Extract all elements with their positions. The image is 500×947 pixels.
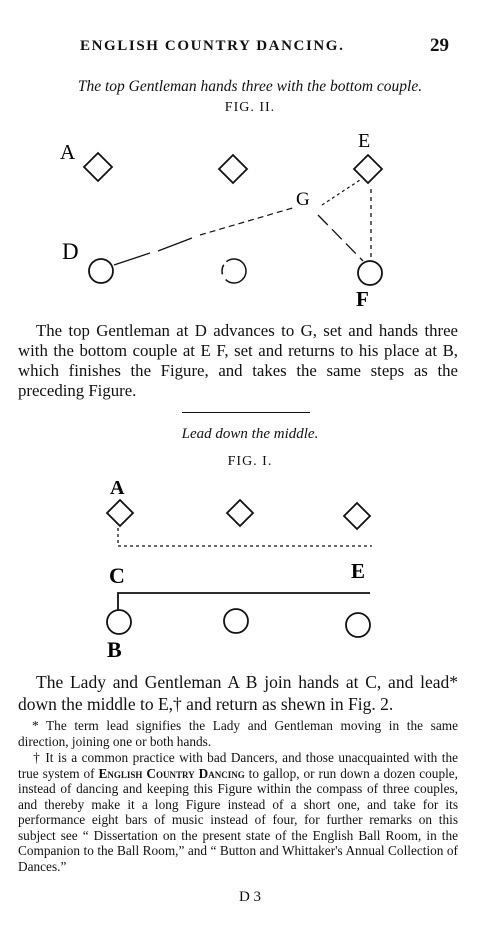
footnote-2-text-after: to gallop, or run down a dozen couple, instead of dancing and keeping this Figure within the compass of three couples, and thereby make it a long Figure instead of a short one, and take for its performance eight bars of music instead of four, for further remarks on this subject see “ Dissertation on the present state of the English Ball Room, in the Companion to the Ball Room,” and “ Button and Whittaker's Annual Collection of Dances.” — [18, 765, 459, 874]
figure-2-caption: The top Gentleman hands three with the bottom couple. — [77, 78, 423, 95]
figure-2-path-dash — [200, 207, 296, 235]
figure-2-letter-d: D — [62, 239, 79, 264]
figure-2-path-g-to-e — [322, 180, 360, 205]
paragraph-figure-2: The top Gentleman at D advances to G, set and hands three with the bottom couple at E F, set and returns to his place at B, which finishes the Figure, and takes the same steps as the preceding Figure. — [18, 321, 458, 400]
footnote-1 — [18, 718, 458, 749]
figure-1-letter-a: A — [110, 477, 125, 499]
figure-1-letter-b: B — [107, 637, 122, 662]
figure-1-diamond-middle — [227, 500, 253, 526]
figure-2-letter-e: E — [358, 130, 371, 152]
figure-2-diamond-a — [84, 153, 112, 181]
figure-2-circle-d — [89, 259, 113, 283]
figure-1-diamond-a — [107, 500, 133, 526]
figure-1-circle-middle — [224, 609, 248, 633]
footnote-2-text-before: † It is a common practice with bad Dancers, and those unacquainted with the true system of — [18, 750, 458, 781]
figure-2-letter-a: A — [60, 140, 76, 164]
figure-1-dotted-path — [118, 528, 372, 546]
running-title: ENGLISH COUNTRY DANCING. — [80, 38, 345, 54]
figure-2-letter-g: G — [296, 189, 310, 210]
running-head — [0, 35, 500, 60]
figure-1-diamond-e — [344, 503, 370, 529]
footnote-1-text: * The term lead signifies the Lady and Gentleman moving in the same direction, joining one or both hands. — [18, 718, 458, 749]
figure-1-lead-path — [118, 593, 370, 610]
figure-1-letter-e: E — [351, 559, 366, 583]
figure-1-circle-f — [346, 613, 370, 637]
footnote-2 — [18, 750, 458, 874]
figure-2-diagram — [0, 125, 500, 315]
signature-mark: D 3 — [238, 889, 262, 905]
section-divider — [182, 412, 310, 413]
figure-1-circle-b — [107, 610, 131, 634]
figure-2-letter-f: F — [356, 287, 369, 311]
figure-2-path-d-to-g — [114, 238, 192, 265]
figure-2-label: FIG. II. — [224, 100, 276, 115]
figure-1-label: FIG. I. — [227, 454, 273, 469]
figure-2-diamond-e — [354, 155, 382, 183]
figure-1-diagram — [0, 470, 500, 665]
footnote-2-small-caps: English Country Dancing — [98, 765, 245, 781]
figure-1-letter-c: C — [109, 563, 125, 588]
figure-2-circle-middle — [222, 259, 246, 283]
paragraph-figure-1: The Lady and Gentleman A B join hands at C, and lead* down the middle to E,† and return as shewn in Fig. 2. — [18, 672, 458, 714]
figure-1-caption: Lead down the middle. — [181, 426, 319, 442]
page-number: 29 — [430, 35, 449, 56]
figure-2-path-g-to-f — [318, 215, 363, 261]
figure-2-circle-f — [358, 261, 382, 285]
figure-2-diamond-middle — [219, 155, 247, 183]
